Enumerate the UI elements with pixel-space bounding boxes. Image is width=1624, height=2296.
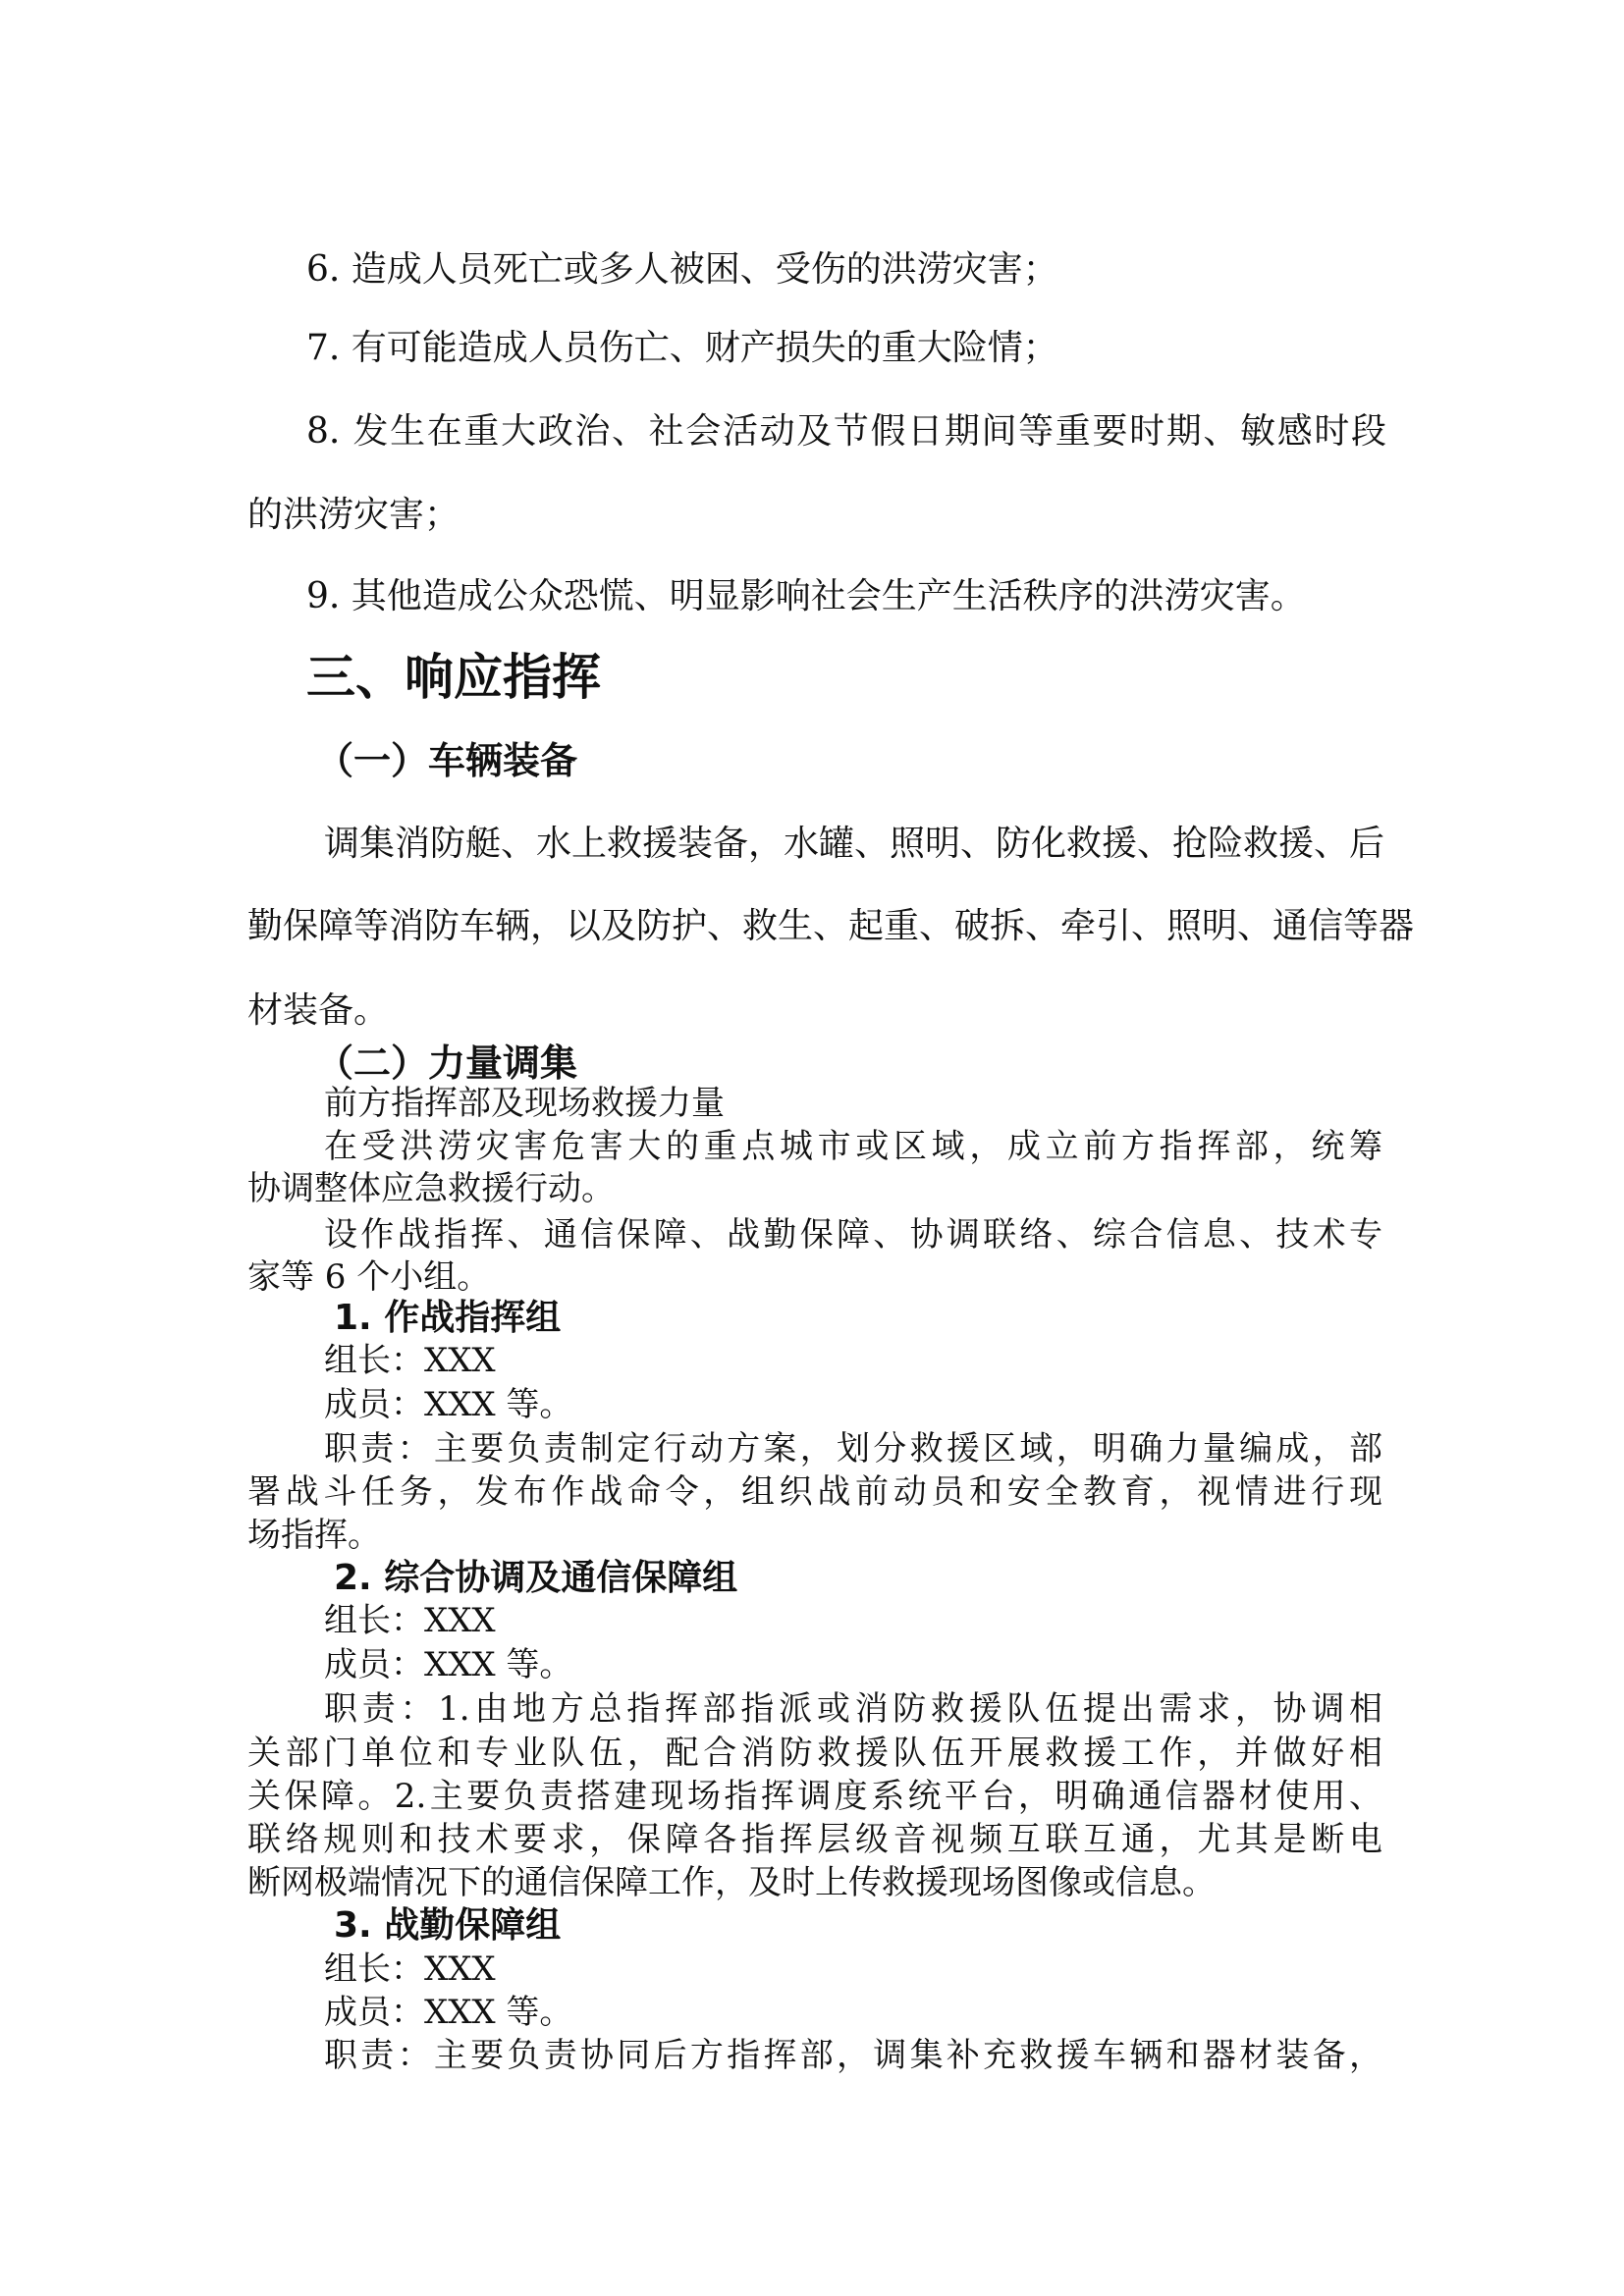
forces-para1-line-2: 协调整体应急救援行动。 xyxy=(247,1169,615,1208)
group-3-duty-line-1: 职责：主要负责协同后方指挥部，调集补充救援车辆和器材装备， xyxy=(324,2036,1382,2075)
group-1-heading: 1. 作战指挥组 xyxy=(334,1298,562,1338)
group-1-leader: 组长：XXX xyxy=(324,1341,496,1380)
group-2-members: 成员：XXX 等。 xyxy=(324,1645,573,1684)
vehicles-paragraph-line-2: 勤保障等消防车辆，以及防护、救生、起重、破拆、牵引、照明、通信等器 xyxy=(247,906,1415,946)
group-2-duty-line-1: 职责：1.由地方总指挥部指派或消防救援队伍提出需求，协调相 xyxy=(324,1689,1382,1729)
vehicles-paragraph-line-1: 调集消防艇、水上救援装备，水罐、照明、防化救援、抢险救援、后 xyxy=(324,824,1385,864)
group-2-heading: 2. 综合协调及通信保障组 xyxy=(334,1558,738,1598)
group-1-duty-line-2: 署战斗任务，发布作战命令，组织战前动员和安全教育，视情进行现 xyxy=(247,1472,1382,1512)
group-1-members: 成员：XXX 等。 xyxy=(324,1385,573,1424)
forces-para2-line-1: 设作战指挥、通信保障、战勤保障、协调联络、综合信息、技术专 xyxy=(324,1215,1382,1255)
list-item-8-line-1: 8. 发生在重大政治、社会活动及节假日期间等重要时期、敏感时段 xyxy=(306,411,1386,452)
group-3-leader: 组长：XXX xyxy=(324,1949,496,1989)
group-2-duty-line-3: 关保障。2.主要负责搭建现场指挥调度系统平台，明确通信器材使用、 xyxy=(247,1777,1382,1816)
forces-para2-line-2: 家等 6 个小组。 xyxy=(247,1257,491,1297)
group-2-leader: 组长：XXX xyxy=(324,1601,496,1640)
subsection-heading-vehicles: （一）车辆装备 xyxy=(316,739,578,782)
vehicles-paragraph-line-3: 材装备。 xyxy=(247,990,390,1031)
group-3-members: 成员：XXX 等。 xyxy=(324,1993,573,2032)
list-item-7: 7. 有可能造成人员伤亡、财产损失的重大险情； xyxy=(306,328,1058,368)
list-item-9: 9. 其他造成公众恐慌、明显影响社会生产生活秩序的洪涝灾害。 xyxy=(306,576,1306,616)
list-item-6: 6. 造成人员死亡或多人被困、受伤的洪涝灾害； xyxy=(306,249,1058,290)
list-item-8-line-2: 的洪涝灾害； xyxy=(247,495,460,535)
group-2-duty-line-5: 断网极端情况下的通信保障工作，及时上传救援现场图像或信息。 xyxy=(247,1863,1216,1902)
forces-para1-line-1: 在受洪涝灾害危害大的重点城市或区域，成立前方指挥部，统筹 xyxy=(324,1127,1382,1166)
section-heading-response-command: 三、响应指挥 xyxy=(306,649,601,706)
group-2-duty-line-4: 联络规则和技术要求，保障各指挥层级音视频互联互通，尤其是断电 xyxy=(247,1820,1382,1859)
group-1-duty-line-3: 场指挥。 xyxy=(247,1516,381,1555)
group-2-duty-line-2: 关部门单位和专业队伍，配合消防救援队伍开展救援工作，并做好相 xyxy=(247,1734,1382,1773)
group-1-duty-line-1: 职责：主要负责制定行动方案，划分救援区域，明确力量编成，部 xyxy=(324,1429,1382,1468)
subsection-heading-forces: （二）力量调集 xyxy=(316,1041,578,1085)
group-3-heading: 3. 战勤保障组 xyxy=(334,1905,562,1946)
forces-intro: 前方指挥部及现场救援力量 xyxy=(324,1084,725,1123)
